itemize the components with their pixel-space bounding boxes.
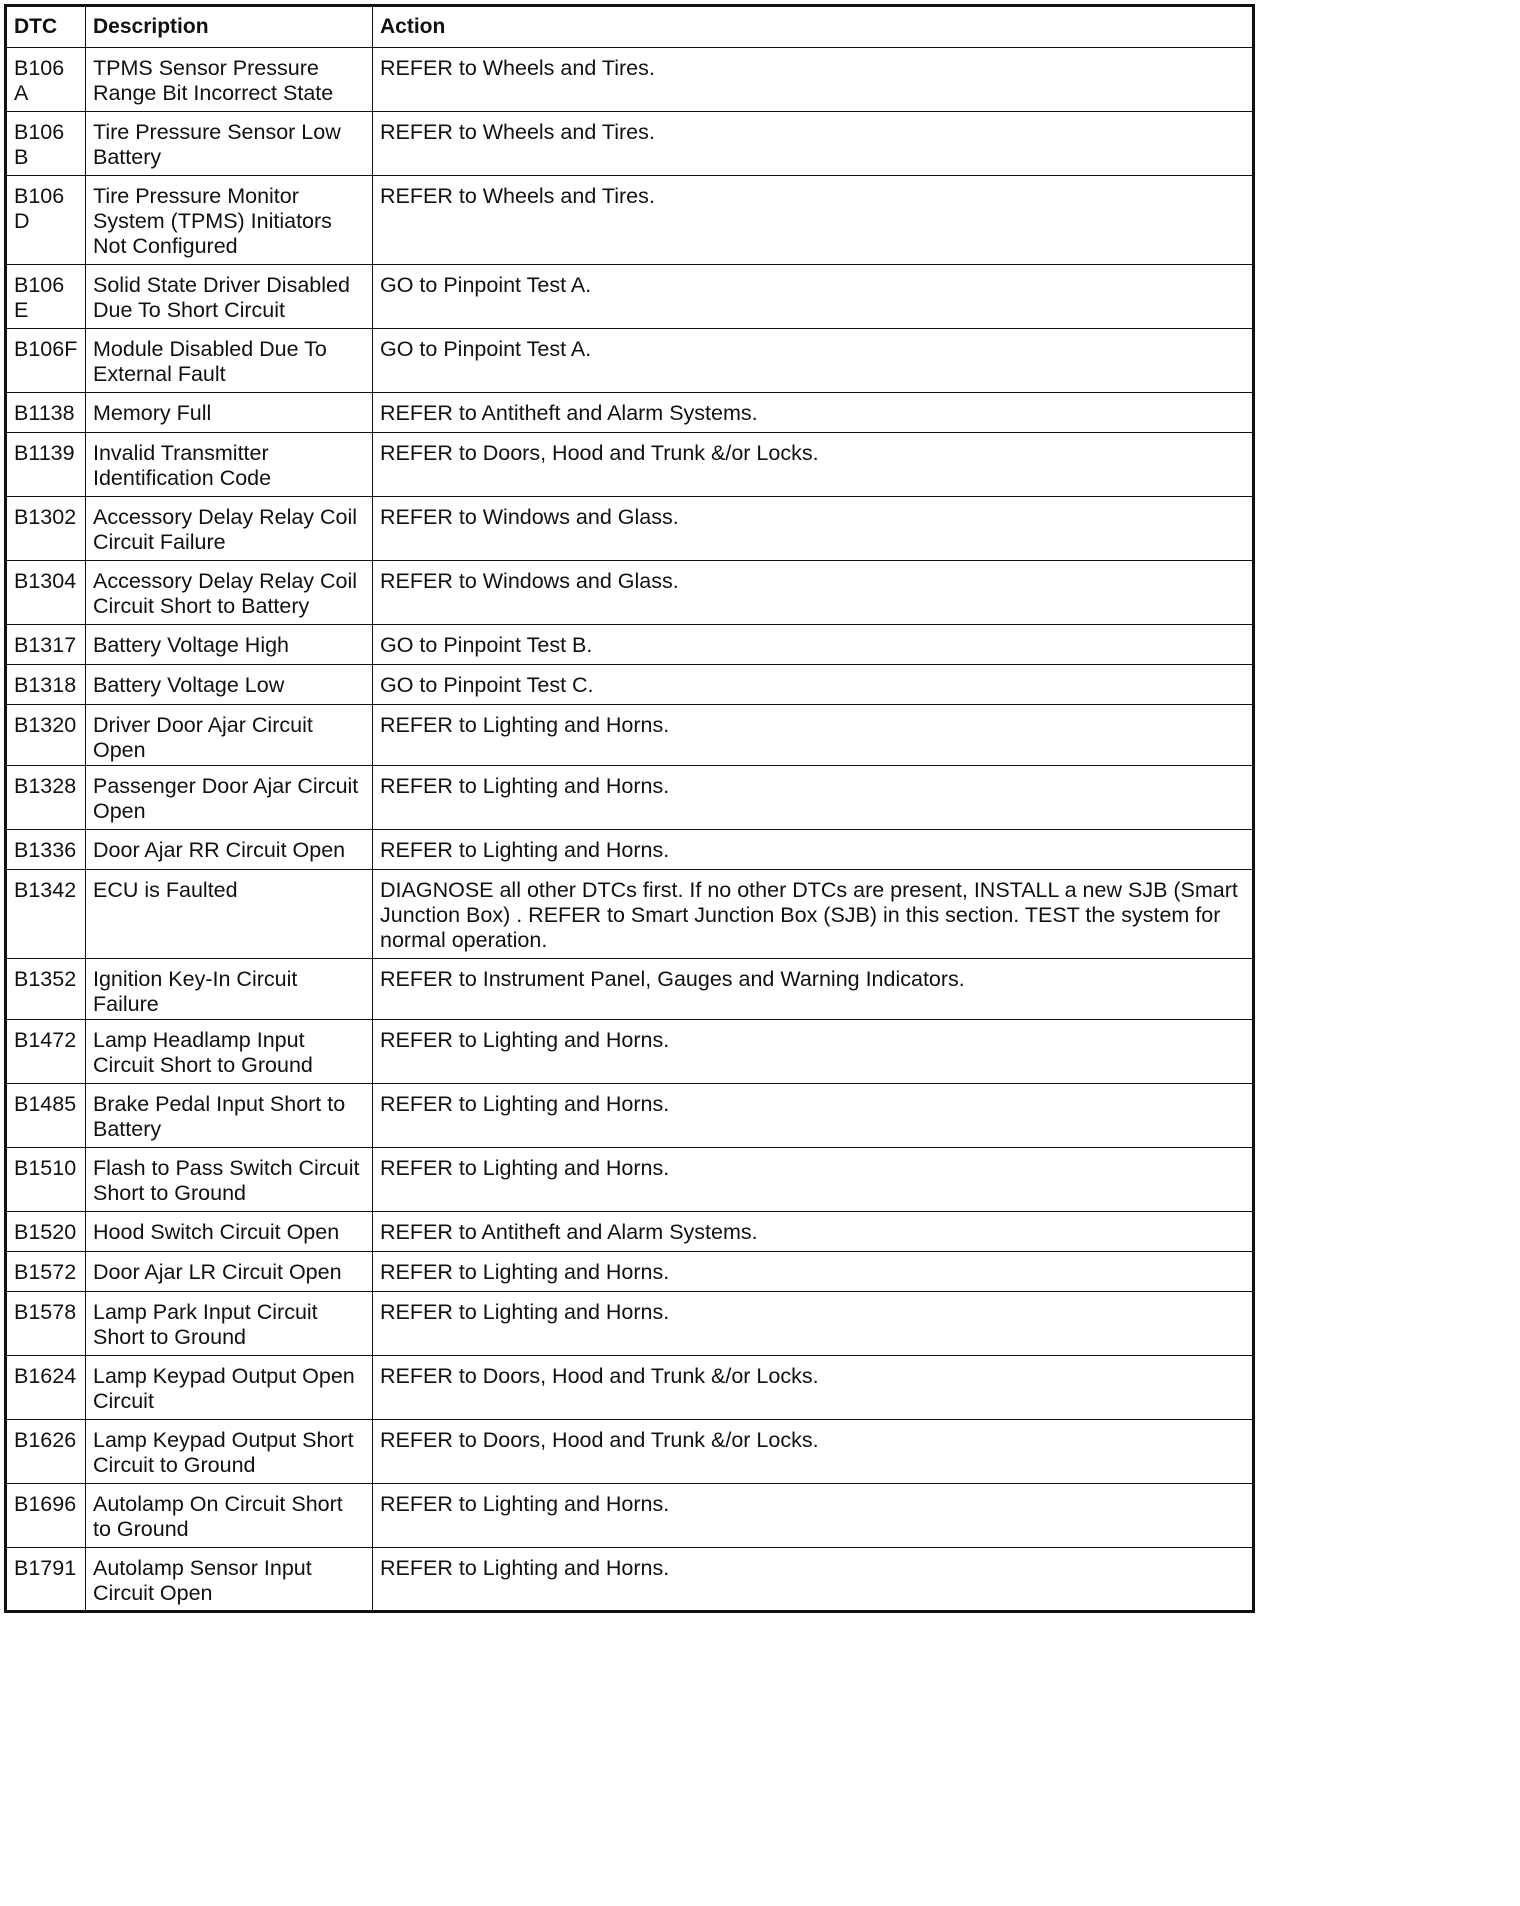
dtc-description: Driver Door Ajar Circuit Open: [86, 705, 373, 766]
dtc-action: GO to Pinpoint Test C.: [373, 665, 1254, 705]
dtc-action: REFER to Lighting and Horns.: [373, 1020, 1254, 1084]
dtc-action: REFER to Doors, Hood and Trunk &/or Locks.: [373, 433, 1254, 497]
dtc-code: B1342: [6, 870, 86, 959]
dtc-description: Battery Voltage High: [86, 625, 373, 665]
table-row: [6, 766, 1254, 830]
table-row: [6, 561, 1254, 625]
table-row: [6, 959, 1254, 1020]
table-row: [6, 1548, 1254, 1612]
table-row: [6, 265, 1254, 329]
dtc-code: B1626: [6, 1420, 86, 1484]
dtc-description: Door Ajar RR Circuit Open: [86, 830, 373, 870]
table-row: [6, 1020, 1254, 1084]
table-row: [6, 329, 1254, 393]
dtc-code: B1472: [6, 1020, 86, 1084]
dtc-action: GO to Pinpoint Test B.: [373, 625, 1254, 665]
dtc-description: Lamp Keypad Output Short Circuit to Ground: [86, 1420, 373, 1484]
table-row: [6, 433, 1254, 497]
dtc-action: REFER to Lighting and Horns.: [373, 1484, 1254, 1548]
dtc-description: Invalid Transmitter Identification Code: [86, 433, 373, 497]
dtc-action: DIAGNOSE all other DTCs first. If no other DTCs are present, INSTALL a new SJB (Smart Junction Box) . REFER to Smart Junction Box (SJB) in this section. TEST the system for normal operation.: [373, 870, 1254, 959]
dtc-code: B1791: [6, 1548, 86, 1612]
dtc-code: B106E: [6, 265, 86, 329]
table-row: [6, 393, 1254, 433]
dtc-description: Flash to Pass Switch Circuit Short to Ground: [86, 1148, 373, 1212]
header-dtc: DTC: [6, 6, 86, 48]
table-header-row: [6, 6, 1254, 48]
dtc-code: B106A: [6, 48, 86, 112]
dtc-code: B1138: [6, 393, 86, 433]
dtc-code: B1336: [6, 830, 86, 870]
dtc-code: B1328: [6, 766, 86, 830]
dtc-code: B1578: [6, 1292, 86, 1356]
header-action: Action: [373, 6, 1254, 48]
dtc-code: B106F: [6, 329, 86, 393]
dtc-code: B1624: [6, 1356, 86, 1420]
dtc-action: REFER to Wheels and Tires.: [373, 112, 1254, 176]
dtc-action: REFER to Lighting and Horns.: [373, 1148, 1254, 1212]
dtc-description: Passenger Door Ajar Circuit Open: [86, 766, 373, 830]
dtc-action: REFER to Doors, Hood and Trunk &/or Locks.: [373, 1420, 1254, 1484]
table-row: [6, 705, 1254, 766]
dtc-description: Solid State Driver Disabled Due To Short Circuit: [86, 265, 373, 329]
dtc-code: B1352: [6, 959, 86, 1020]
table-row: [6, 497, 1254, 561]
table-row: [6, 625, 1254, 665]
dtc-description: Memory Full: [86, 393, 373, 433]
dtc-code: B106B: [6, 112, 86, 176]
dtc-action: REFER to Lighting and Horns.: [373, 830, 1254, 870]
dtc-action: REFER to Lighting and Horns.: [373, 1292, 1254, 1356]
dtc-description: Tire Pressure Sensor Low Battery: [86, 112, 373, 176]
table-row: [6, 1292, 1254, 1356]
dtc-action: REFER to Wheels and Tires.: [373, 48, 1254, 112]
dtc-description: Hood Switch Circuit Open: [86, 1212, 373, 1252]
dtc-action: REFER to Lighting and Horns.: [373, 705, 1254, 766]
dtc-code: B1320: [6, 705, 86, 766]
table-row: [6, 1084, 1254, 1148]
dtc-description: Accessory Delay Relay Coil Circuit Failure: [86, 497, 373, 561]
dtc-description: Module Disabled Due To External Fault: [86, 329, 373, 393]
dtc-description: Door Ajar LR Circuit Open: [86, 1252, 373, 1292]
dtc-description: Battery Voltage Low: [86, 665, 373, 705]
dtc-description: Lamp Keypad Output Open Circuit: [86, 1356, 373, 1420]
header-description: Description: [86, 6, 373, 48]
table-row: [6, 1484, 1254, 1548]
dtc-action: REFER to Lighting and Horns.: [373, 766, 1254, 830]
table-row: [6, 48, 1254, 112]
dtc-action: GO to Pinpoint Test A.: [373, 329, 1254, 393]
table-row: [6, 665, 1254, 705]
table-row: [6, 830, 1254, 870]
dtc-code: B1318: [6, 665, 86, 705]
dtc-code: B1317: [6, 625, 86, 665]
dtc-action: REFER to Wheels and Tires.: [373, 176, 1254, 265]
dtc-code: B1304: [6, 561, 86, 625]
dtc-description: ECU is Faulted: [86, 870, 373, 959]
dtc-description: TPMS Sensor Pressure Range Bit Incorrect State: [86, 48, 373, 112]
table-row: [6, 1148, 1254, 1212]
dtc-code: B1696: [6, 1484, 86, 1548]
dtc-description: Lamp Headlamp Input Circuit Short to Ground: [86, 1020, 373, 1084]
dtc-action: REFER to Instrument Panel, Gauges and Warning Indicators.: [373, 959, 1254, 1020]
table-row: [6, 1252, 1254, 1292]
dtc-action: REFER to Lighting and Horns.: [373, 1084, 1254, 1148]
dtc-description: Ignition Key-In Circuit Failure: [86, 959, 373, 1020]
table-row: [6, 1420, 1254, 1484]
dtc-action: REFER to Doors, Hood and Trunk &/or Locks.: [373, 1356, 1254, 1420]
dtc-code: B1510: [6, 1148, 86, 1212]
dtc-code: B1139: [6, 433, 86, 497]
dtc-action: REFER to Windows and Glass.: [373, 497, 1254, 561]
dtc-table: [4, 4, 1255, 1613]
table-row: [6, 1356, 1254, 1420]
table-row: [6, 1212, 1254, 1252]
dtc-action: REFER to Windows and Glass.: [373, 561, 1254, 625]
table-row: [6, 870, 1254, 959]
dtc-description: Tire Pressure Monitor System (TPMS) Initiators Not Configured: [86, 176, 373, 265]
dtc-action: REFER to Lighting and Horns.: [373, 1252, 1254, 1292]
dtc-action: REFER to Antitheft and Alarm Systems.: [373, 393, 1254, 433]
dtc-action: REFER to Lighting and Horns.: [373, 1548, 1254, 1612]
dtc-action: GO to Pinpoint Test A.: [373, 265, 1254, 329]
dtc-action: REFER to Antitheft and Alarm Systems.: [373, 1212, 1254, 1252]
dtc-code: B1572: [6, 1252, 86, 1292]
table-row: [6, 176, 1254, 265]
table-row: [6, 112, 1254, 176]
dtc-code: B1485: [6, 1084, 86, 1148]
dtc-description: Autolamp On Circuit Short to Ground: [86, 1484, 373, 1548]
dtc-description: Lamp Park Input Circuit Short to Ground: [86, 1292, 373, 1356]
dtc-code: B1520: [6, 1212, 86, 1252]
dtc-code: B106D: [6, 176, 86, 265]
dtc-description: Autolamp Sensor Input Circuit Open: [86, 1548, 373, 1612]
dtc-code: B1302: [6, 497, 86, 561]
dtc-description: Brake Pedal Input Short to Battery: [86, 1084, 373, 1148]
dtc-description: Accessory Delay Relay Coil Circuit Short to Battery: [86, 561, 373, 625]
